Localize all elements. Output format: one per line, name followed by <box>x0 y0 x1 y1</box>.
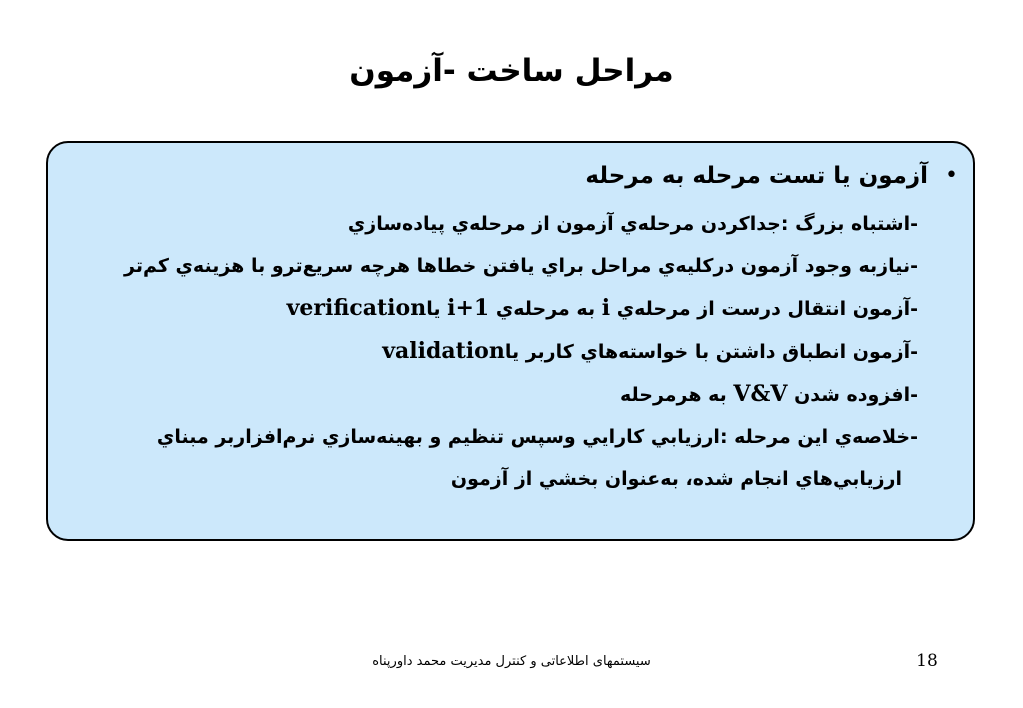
content-box <box>46 141 975 541</box>
slide-title: مراحل ساخت -آزمون <box>349 53 674 89</box>
line-summary-continued: ارزيابي‌هاي انجام شده، به‌عنوان بخشي از آزمون <box>450 468 902 490</box>
footer-text: سيستمهای اطلاعاتی و کنترل مديريت محمد داورپناه <box>372 654 651 669</box>
bullet-icon: • <box>945 163 958 188</box>
bullet-lines <box>68 203 918 500</box>
bullet-heading: آزمون يا تست مرحله به مرحله <box>585 163 928 189</box>
line-vv: -افزوده شدن V&V به هرمرحله <box>619 381 918 407</box>
line-validation: -آزمون انطباق داشتن با خواسته‌هاي كاربر ياvalidation <box>382 338 918 364</box>
line-need-testing: -نيازبه وجود آزمون دركليه‌ي مراحل براي يافتن خطاها هرچه سريع‌ترو با هزينه‌ي كم‌تر <box>124 255 918 277</box>
line-summary: -خلاصه‌ي اين مرحله :ارزيابي كارايي وسپس تنظيم و بهينه‌سازي نرم‌افزاربر مبناي <box>156 426 918 448</box>
page-number: 18 <box>916 651 938 671</box>
line-big-mistake: -اشتباه بزرگ :جداكردن مرحله‌ي آزمون از مرحله‌ي پياده‌سازي <box>347 213 918 235</box>
line-verification: -آزمون انتقال درست از مرحله‌ي i به مرحله‌ي i+1 ياverification <box>286 295 918 321</box>
